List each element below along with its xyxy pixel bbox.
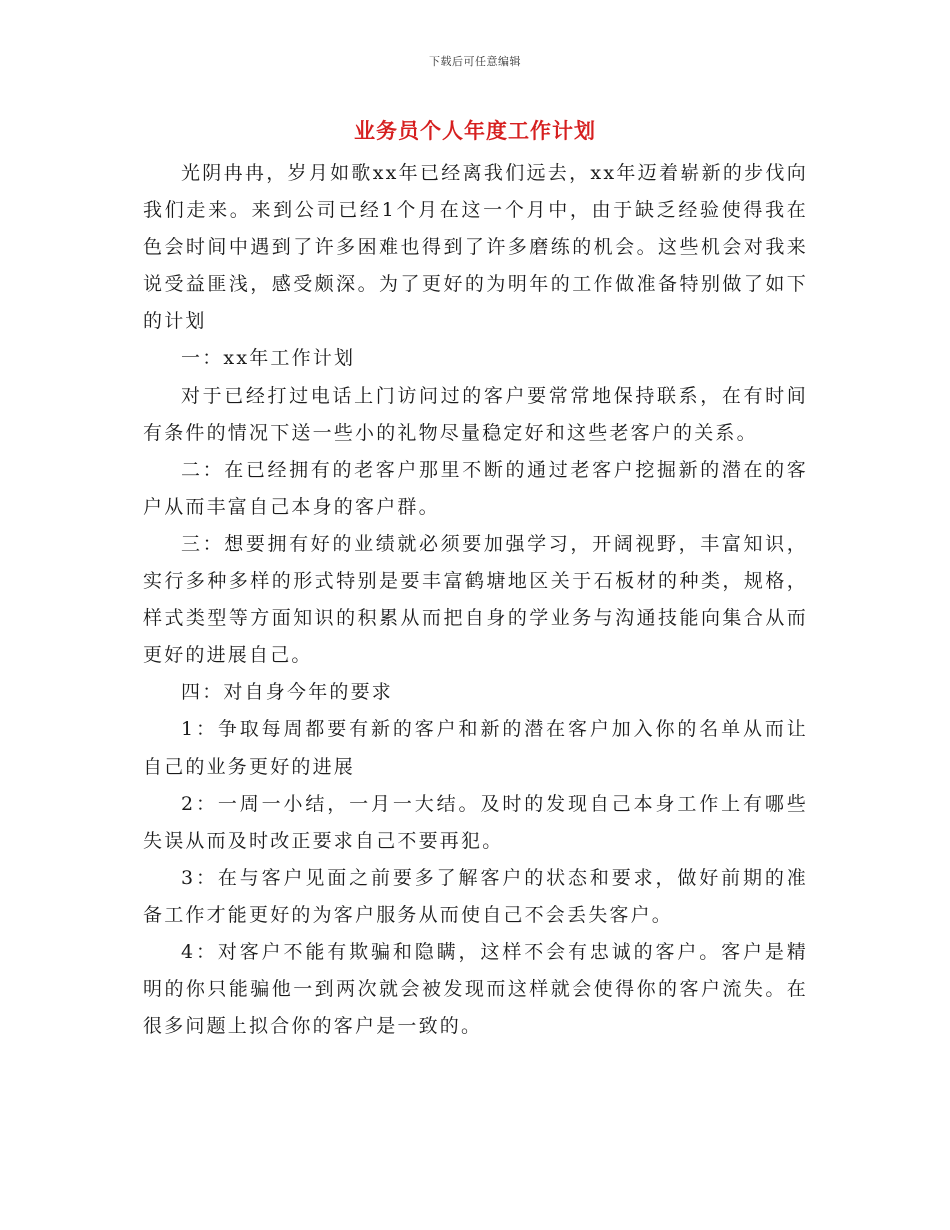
requirement-2: 2：一周一小结，一月一大结。及时的发现自己本身工作上有哪些失误从而及时改正要求自己不要再犯。 <box>143 792 808 852</box>
document-body <box>143 155 808 1045</box>
header-note: 下载后可任意编辑 <box>429 55 521 68</box>
paragraph-intro: 光阴冉冉，岁月如歌xx年已经离我们远去，xx年迈着崭新的步伐向我们走来。来到公司已经1个月在这一个月中，由于缺乏经验使得我在色会时间中遇到了许多困难也得到了许多磨练的机会。这些机会对我来说受益匪浅，感受颇深。为了更好的为明年的工作做准备特别做了如下的计划 <box>143 162 808 333</box>
section-heading-1: 一：xx年工作计划 <box>181 347 356 370</box>
section-heading-4: 四：对自身今年的要求 <box>181 681 394 704</box>
requirement-4: 4：对客户不能有欺骗和隐瞒，这样不会有忠诚的客户。客户是精明的你只能骗他一到两次就会被发现而这样就会使得你的客户流失。在很多问题上拟合你的客户是一致的。 <box>143 940 808 1038</box>
section-3: 三：想要拥有好的业绩就必须要加强学习，开阔视野，丰富知识，实行多种多样的形式特别是要丰富鹤塘地区关于石板材的种类，规格，样式类型等方面知识的积累从而把自身的学业务与沟通技能向集合从而更好的进展自己。 <box>143 532 808 667</box>
requirement-3: 3：在与客户见面之前要多了解客户的状态和要求，做好前期的准备工作才能更好的为客户服务从而使自己不会丢失客户。 <box>143 866 808 926</box>
section-2: 二：在已经拥有的老客户那里不断的通过老客户挖掘新的潜在的客户从而丰富自己本身的客户群。 <box>143 458 808 518</box>
paragraph-1: 对于已经打过电话上门访问过的客户要常常地保持联系，在有时间有条件的情况下送一些小的礼物尽量稳定好和这些老客户的关系。 <box>143 384 808 444</box>
document-title: 业务员个人年度工作计划 <box>354 118 596 143</box>
requirement-1: 1：争取每周都要有新的客户和新的潜在客户加入你的名单从而让自己的业务更好的进展 <box>143 718 808 778</box>
